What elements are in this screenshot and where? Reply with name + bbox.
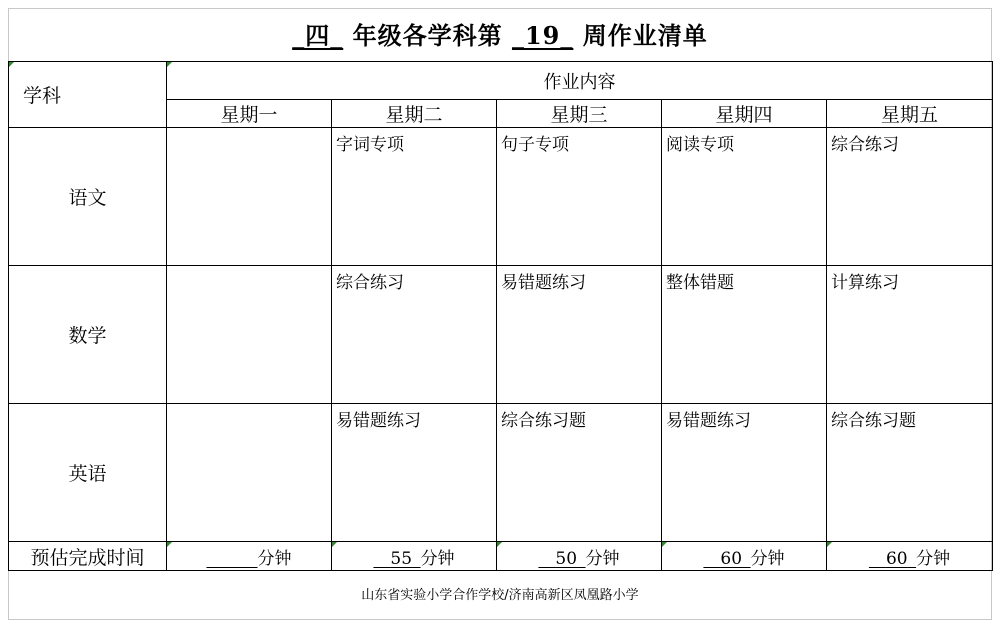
subject-cell: 英语 <box>9 404 167 542</box>
homework-cell <box>497 266 662 404</box>
day-header: 星期三 <box>497 100 662 128</box>
homework-text: 易错题练习 <box>336 411 421 431</box>
homework-cell <box>332 404 497 542</box>
time-unit: 分钟 <box>257 548 292 569</box>
homework-table <box>8 61 993 571</box>
school-footer: 山东省实验小学合作学校/济南高新区凤凰路小学 <box>361 588 639 603</box>
homework-cell <box>497 128 662 266</box>
homework-cell <box>167 128 332 266</box>
time-cell <box>332 542 497 571</box>
homework-text: 综合练习题 <box>501 411 586 431</box>
homework-text: 综合练习 <box>831 135 899 155</box>
time-label: 预估完成时间 <box>9 542 167 571</box>
homework-cell <box>827 128 993 266</box>
time-cell <box>497 542 662 571</box>
table-row <box>9 404 993 542</box>
homework-text: 综合练习题 <box>831 411 916 431</box>
homework-text <box>167 404 331 406</box>
time-value: 60 <box>720 548 743 569</box>
header-subject: 学科 <box>9 62 167 128</box>
homework-text: 阅读专项 <box>666 135 734 155</box>
time-cell <box>827 542 993 571</box>
week-number: _19_ <box>511 21 574 50</box>
homework-text <box>167 266 331 268</box>
time-unit: 分钟 <box>916 548 951 569</box>
table-row <box>9 128 993 266</box>
page-title <box>8 13 992 59</box>
time-unit: 分钟 <box>750 548 785 569</box>
title-mid: 年级各学科第 <box>343 22 512 50</box>
grade-number: _四_ <box>292 21 344 50</box>
time-cell <box>662 542 827 571</box>
homework-cell <box>332 128 497 266</box>
homework-cell <box>827 266 993 404</box>
homework-text: 计算练习 <box>831 273 899 293</box>
time-row <box>9 542 993 571</box>
homework-text: 综合练习 <box>336 273 404 293</box>
day-header: 星期五 <box>827 100 993 128</box>
homework-text <box>167 128 331 130</box>
day-header: 星期二 <box>332 100 497 128</box>
homework-cell <box>662 404 827 542</box>
homework-cell <box>662 128 827 266</box>
time-value: 60 <box>885 548 908 569</box>
homework-text: 易错题练习 <box>666 411 751 431</box>
time-cell <box>167 542 332 571</box>
header-content: 作业内容 <box>167 62 993 100</box>
time-value: 55 <box>390 548 413 569</box>
homework-text: 字词专项 <box>336 135 404 155</box>
time-value: 50 <box>555 548 578 569</box>
homework-cell <box>332 266 497 404</box>
time-value <box>207 549 258 569</box>
day-header: 星期一 <box>167 100 332 128</box>
time-unit: 分钟 <box>585 548 620 569</box>
time-unit: 分钟 <box>420 548 455 569</box>
homework-text: 易错题练习 <box>501 273 586 293</box>
homework-cell <box>497 404 662 542</box>
subject-cell: 语文 <box>9 128 167 266</box>
homework-cell <box>662 266 827 404</box>
title-end: 周作业清单 <box>573 22 708 50</box>
homework-cell <box>827 404 993 542</box>
homework-text: 整体错题 <box>666 273 734 293</box>
homework-cell <box>167 266 332 404</box>
subject-cell: 数学 <box>9 266 167 404</box>
homework-text: 句子专项 <box>501 135 569 155</box>
homework-cell <box>167 404 332 542</box>
day-header: 星期四 <box>662 100 827 128</box>
table-row <box>9 266 993 404</box>
